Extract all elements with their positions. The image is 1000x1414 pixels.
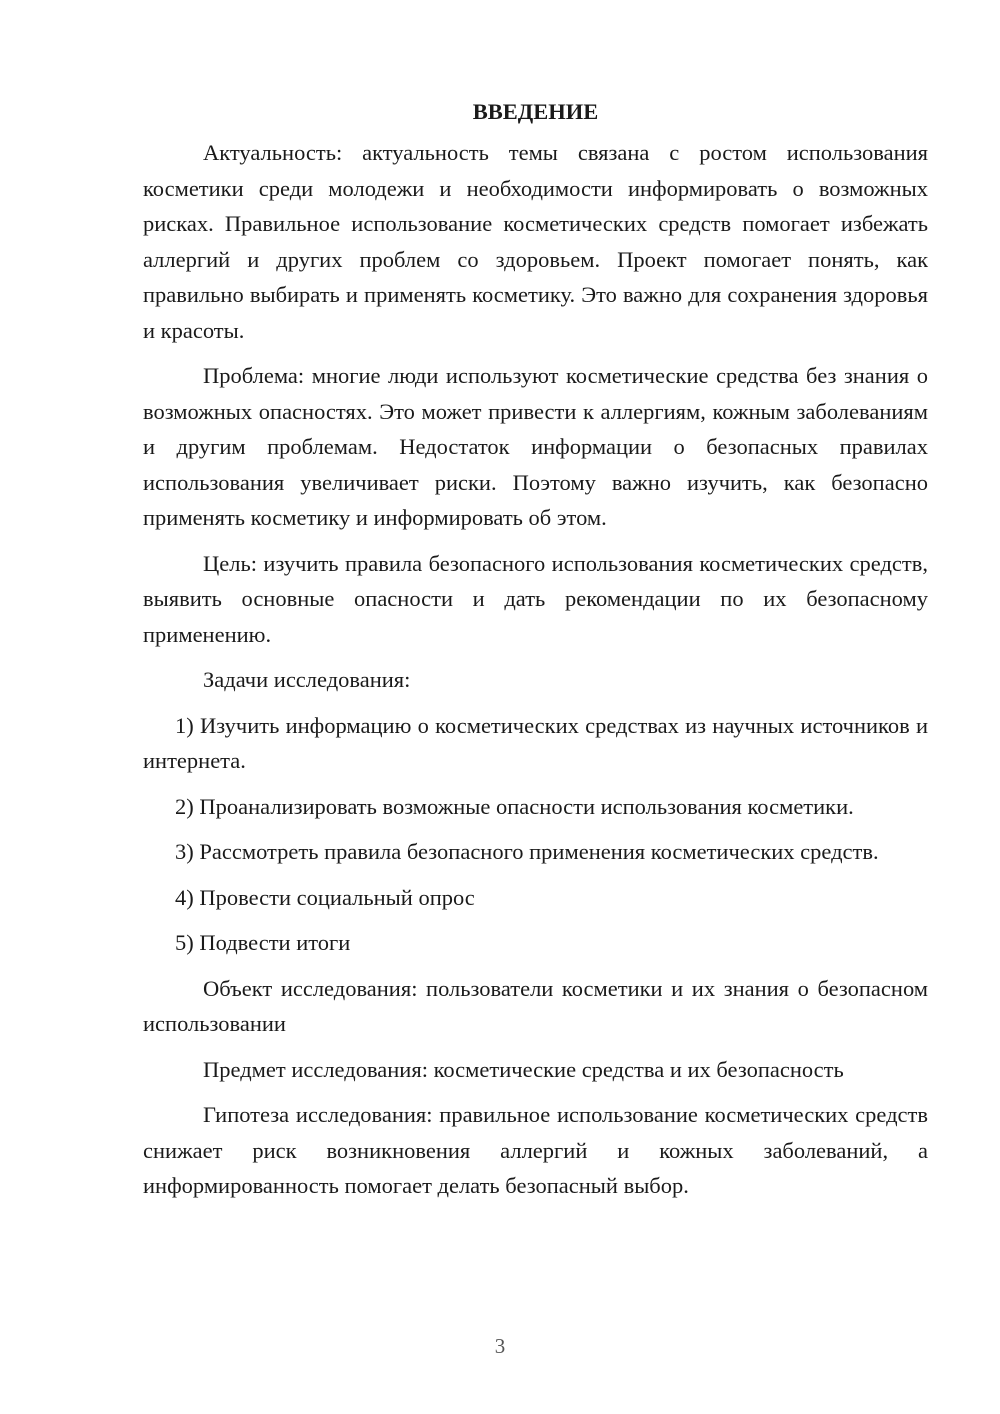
task-item: 5) Подвести итоги xyxy=(175,930,351,955)
task-item: 1) Изучить информацию о косметических средствах из научных источников и интернета. xyxy=(143,712,928,773)
relevance-paragraph: Актуальность: актуальность темы связана с ростом использования косметики среди молодежи и необходимости информировать о возможных рисках. Правильное использование косметических средств помогает избежать аллергий и других проблем со здоровьем. Проект помогает понять, как правильно выбирать и применять косметику. Это важно для сохранения здоровья и красоты. xyxy=(143,140,928,343)
task-item: 3) Рассмотреть правила безопасного применения косметических средств. xyxy=(175,839,879,864)
task-item: 2) Проанализировать возможные опасности использования косметики. xyxy=(175,793,854,819)
page-content xyxy=(143,97,928,1214)
hypothesis-paragraph: Гипотеза исследования: правильное использование косметических средств снижает риск возникновения аллергий и кожных заболеваний, а информированность помогает делать безопасный выбор. xyxy=(143,1102,928,1198)
problem-paragraph: Проблема: многие люди используют косметические средства без знания о возможных опасностях. Это может привести к аллергиям, кожным заболеваниям и другим проблемам. Недостаток информации о безопасных правилах использования увеличивает риски. Поэтому важно изучить, как безопасно применять косметику и информировать об этом. xyxy=(143,363,928,530)
subject-paragraph: Предмет исследования: косметические средства и их безопасность xyxy=(203,1056,844,1082)
object-paragraph: Объект исследования: пользователи косметики и их знания о безопасном использовании xyxy=(143,975,928,1036)
goal-paragraph: Цель: изучить правила безопасного использования косметических средств, выявить основные опасности и дать рекомендации по их безопасному применению. xyxy=(143,550,928,647)
tasks-heading: Задачи исследования: xyxy=(203,667,411,692)
task-item: 4) Провести социальный опрос xyxy=(175,884,475,910)
page-number: 3 xyxy=(494,1334,506,1358)
page-title: ВВЕДЕНИЕ xyxy=(472,99,599,124)
